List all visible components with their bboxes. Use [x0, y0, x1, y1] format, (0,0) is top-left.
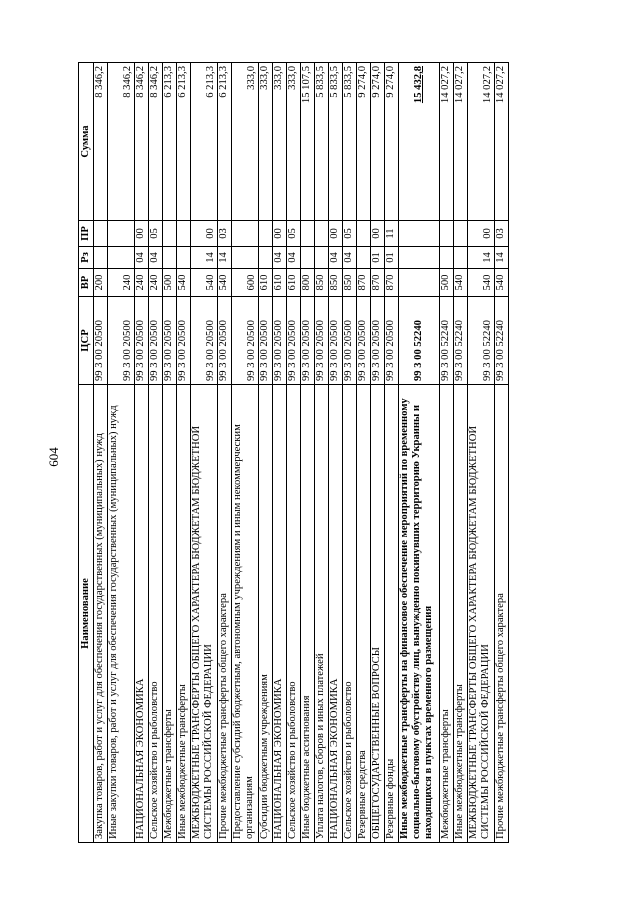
cell-rz: [399, 247, 440, 269]
cell-csr: 99 3 00 20500: [149, 297, 163, 385]
cell-csr: 99 3 00 20500: [163, 297, 177, 385]
cell-rz: 04: [149, 247, 163, 269]
cell-name: Прочие межбюджетные трансферты общего характера: [218, 385, 232, 843]
table-row: [385, 63, 399, 843]
header-vr: ВР: [79, 269, 94, 297]
cell-sum: 6 213,3: [163, 63, 177, 221]
table-row: [218, 63, 232, 843]
cell-vr: 240: [149, 269, 163, 297]
cell-rz: 14: [191, 247, 218, 269]
cell-csr: 99 3 00 20500: [385, 297, 399, 385]
cell-csr: 99 3 00 20500: [218, 297, 232, 385]
cell-sum: 5 833,5: [343, 63, 357, 221]
cell-csr: 99 3 00 20500: [329, 297, 343, 385]
cell-sum: 6 213,3: [177, 63, 191, 221]
cell-sum: 15 107,5: [301, 63, 315, 221]
cell-pr: 05: [343, 221, 357, 247]
cell-rz: [440, 247, 454, 269]
cell-rz: [177, 247, 191, 269]
cell-pr: [259, 221, 273, 247]
header-pr: ПР: [79, 221, 94, 247]
cell-name: Сельское хозяйство и рыболовство: [287, 385, 301, 843]
cell-vr: 610: [273, 269, 287, 297]
cell-pr: [301, 221, 315, 247]
cell-pr: 00: [468, 221, 495, 247]
cell-sum: 14 027,2: [454, 63, 468, 221]
cell-rz: [94, 247, 108, 269]
cell-csr: 99 3 00 52240: [495, 297, 509, 385]
table-row: [301, 63, 315, 843]
cell-pr: 00: [135, 221, 149, 247]
table-row: [468, 63, 495, 843]
cell-pr: [357, 221, 371, 247]
cell-pr: [163, 221, 177, 247]
cell-sum: 333,0: [273, 63, 287, 221]
cell-csr: 99 3 00 20500: [301, 297, 315, 385]
cell-rz: [454, 247, 468, 269]
cell-vr: 610: [287, 269, 301, 297]
cell-name: Межбюджетные трансферты: [163, 385, 177, 843]
cell-name: Прочие межбюджетные трансферты общего характера: [495, 385, 509, 843]
cell-vr: 540: [191, 269, 218, 297]
cell-vr: 540: [454, 269, 468, 297]
cell-name: НАЦИОНАЛЬНАЯ ЭКОНОМИКА: [329, 385, 343, 843]
table-row: [149, 63, 163, 843]
cell-rz: 01: [385, 247, 399, 269]
cell-pr: [315, 221, 329, 247]
cell-pr: 03: [495, 221, 509, 247]
table-row: [163, 63, 177, 843]
cell-sum: 6 213,3: [191, 63, 218, 221]
cell-name: Резервные фонды: [385, 385, 399, 843]
cell-vr: 540: [218, 269, 232, 297]
cell-sum: 9 274,0: [371, 63, 385, 221]
table-row: [440, 63, 454, 843]
cell-sum: 333,0: [259, 63, 273, 221]
cell-vr: 610: [259, 269, 273, 297]
cell-name: Иные межбюджетные трансферты на финансовое обеспечение мероприятий по временному социально-бытовому обустройству лиц, вынужденно покинувших территорию Украины и находящихся в пунктах временного размещения: [399, 385, 440, 843]
table-row: [273, 63, 287, 843]
cell-pr: 11: [385, 221, 399, 247]
cell-vr: 500: [440, 269, 454, 297]
cell-vr: 540: [468, 269, 495, 297]
cell-rz: [357, 247, 371, 269]
cell-rz: 14: [495, 247, 509, 269]
table-row: [343, 63, 357, 843]
table-row: [399, 63, 440, 843]
cell-vr: 240: [135, 269, 149, 297]
cell-pr: [454, 221, 468, 247]
cell-name: НАЦИОНАЛЬНАЯ ЭКОНОМИКА: [135, 385, 149, 843]
cell-pr: 00: [329, 221, 343, 247]
cell-csr: 99 3 00 20500: [177, 297, 191, 385]
cell-name: Уплата налогов, сборов и иных платежей: [315, 385, 329, 843]
table-row: [329, 63, 343, 843]
cell-pr: 03: [218, 221, 232, 247]
cell-sum: 5 833,5: [329, 63, 343, 221]
cell-csr: 99 3 00 20500: [135, 297, 149, 385]
cell-vr: 200: [94, 269, 108, 297]
cell-csr: 99 3 00 20500: [273, 297, 287, 385]
cell-rz: 04: [287, 247, 301, 269]
cell-sum: 14 027,2: [440, 63, 454, 221]
cell-sum: 14 027,2: [495, 63, 509, 221]
cell-name: ОБЩЕГОСУДАРСТВЕННЫЕ ВОПРОСЫ: [371, 385, 385, 843]
cell-name: Сельское хозяйство и рыболовство: [149, 385, 163, 843]
header-rz: Рз: [79, 247, 94, 269]
table-row: [232, 63, 259, 843]
cell-csr: 99 3 00 20500: [287, 297, 301, 385]
table-row: [287, 63, 301, 843]
cell-vr: 540: [495, 269, 509, 297]
cell-pr: 00: [371, 221, 385, 247]
cell-rz: [315, 247, 329, 269]
cell-sum: 8 346,2: [108, 63, 135, 221]
cell-vr: 850: [315, 269, 329, 297]
table-header-row: [79, 63, 94, 843]
cell-vr: 240: [108, 269, 135, 297]
table-row: [371, 63, 385, 843]
table-row: [94, 63, 108, 843]
cell-csr: 99 3 00 52240: [399, 297, 440, 385]
cell-vr: 800: [301, 269, 315, 297]
cell-sum: 6 213,3: [218, 63, 232, 221]
cell-rz: 14: [468, 247, 495, 269]
cell-csr: 99 3 00 52240: [440, 297, 454, 385]
cell-pr: 05: [287, 221, 301, 247]
cell-name: Закупка товаров, работ и услуг для обеспечения государственных (муниципальных) нужд: [94, 385, 108, 843]
cell-name: МЕЖБЮДЖЕТНЫЕ ТРАНСФЕРТЫ ОБЩЕГО ХАРАКТЕРА БЮДЖЕТАМ БЮДЖЕТНОЙ СИСТЕМЫ РОССИЙСКОЙ ФЕДЕРАЦИИ: [191, 385, 218, 843]
cell-sum: 333,0: [287, 63, 301, 221]
cell-sum: 15 432,8: [399, 63, 440, 221]
cell-vr: 850: [329, 269, 343, 297]
cell-vr: 540: [177, 269, 191, 297]
cell-csr: 99 3 00 52240: [454, 297, 468, 385]
cell-vr: 870: [371, 269, 385, 297]
cell-rz: [301, 247, 315, 269]
cell-sum: 14 027,2: [468, 63, 495, 221]
table-row: [495, 63, 509, 843]
cell-name: Иные межбюджетные трансферты: [454, 385, 468, 843]
cell-name: Резервные средства: [357, 385, 371, 843]
cell-name: Иные межбюджетные трансферты: [177, 385, 191, 843]
cell-vr: 500: [163, 269, 177, 297]
cell-rz: [259, 247, 273, 269]
cell-csr: 99 3 00 20500: [371, 297, 385, 385]
cell-csr: 99 3 00 20500: [357, 297, 371, 385]
table-row: [315, 63, 329, 843]
cell-pr: [440, 221, 454, 247]
cell-sum: 9 274,0: [385, 63, 399, 221]
cell-csr: 99 3 00 20500: [343, 297, 357, 385]
cell-name: НАЦИОНАЛЬНАЯ ЭКОНОМИКА: [273, 385, 287, 843]
cell-pr: [94, 221, 108, 247]
cell-sum: 8 346,2: [94, 63, 108, 221]
table-row: [357, 63, 371, 843]
cell-rz: [108, 247, 135, 269]
cell-name: Иные закупки товаров, работ и услуг для обеспечения государственных (муниципальных) нужд: [108, 385, 135, 843]
table-row: [191, 63, 218, 843]
cell-csr: 99 3 00 20500: [315, 297, 329, 385]
cell-rz: [232, 247, 259, 269]
budget-table: [78, 62, 509, 843]
cell-csr: 99 3 00 20500: [191, 297, 218, 385]
cell-sum: 5 833,5: [315, 63, 329, 221]
cell-vr: 850: [343, 269, 357, 297]
header-name: Наименование: [79, 385, 94, 843]
cell-pr: [177, 221, 191, 247]
cell-rz: 14: [218, 247, 232, 269]
cell-sum: 8 346,2: [135, 63, 149, 221]
cell-name: Сельское хозяйство и рыболовство: [343, 385, 357, 843]
cell-vr: 870: [385, 269, 399, 297]
table-row: [177, 63, 191, 843]
cell-name: Межбюджетные трансферты: [440, 385, 454, 843]
table-row: [454, 63, 468, 843]
cell-pr: 00: [273, 221, 287, 247]
cell-name: Субсидии бюджетным учреждениям: [259, 385, 273, 843]
cell-rz: 01: [371, 247, 385, 269]
cell-pr: [108, 221, 135, 247]
cell-name: Предоставление субсидий бюджетным, автономным учреждениям и иным некоммерческим организациям: [232, 385, 259, 843]
cell-rz: 04: [343, 247, 357, 269]
cell-vr: 600: [232, 269, 259, 297]
cell-pr: 00: [191, 221, 218, 247]
table-row: [135, 63, 149, 843]
cell-sum: 9 274,0: [357, 63, 371, 221]
table-row: [108, 63, 135, 843]
cell-vr: 870: [357, 269, 371, 297]
cell-pr: [232, 221, 259, 247]
cell-vr: [399, 269, 440, 297]
cell-csr: 99 3 00 20500: [94, 297, 108, 385]
cell-name: Иные бюджетные ассигнования: [301, 385, 315, 843]
cell-csr: 99 3 00 20500: [232, 297, 259, 385]
cell-rz: 04: [329, 247, 343, 269]
header-csr: ЦСР: [79, 297, 94, 385]
cell-name: МЕЖБЮДЖЕТНЫЕ ТРАНСФЕРТЫ ОБЩЕГО ХАРАКТЕРА БЮДЖЕТАМ БЮДЖЕТНОЙ СИСТЕМЫ РОССИЙСКОЙ ФЕДЕРАЦИИ: [468, 385, 495, 843]
cell-pr: 05: [149, 221, 163, 247]
cell-rz: 04: [135, 247, 149, 269]
cell-rz: 04: [273, 247, 287, 269]
page-number: 604: [46, 447, 61, 467]
table-row: [259, 63, 273, 843]
rotated-page-content: [78, 63, 553, 843]
cell-rz: [163, 247, 177, 269]
cell-pr: [399, 221, 440, 247]
cell-csr: 99 3 00 20500: [259, 297, 273, 385]
cell-csr: 99 3 00 20500: [108, 297, 135, 385]
cell-sum: 8 346,2: [149, 63, 163, 221]
header-sum: Сумма: [79, 63, 94, 221]
cell-csr: 99 3 00 52240: [468, 297, 495, 385]
cell-sum: 333,0: [232, 63, 259, 221]
